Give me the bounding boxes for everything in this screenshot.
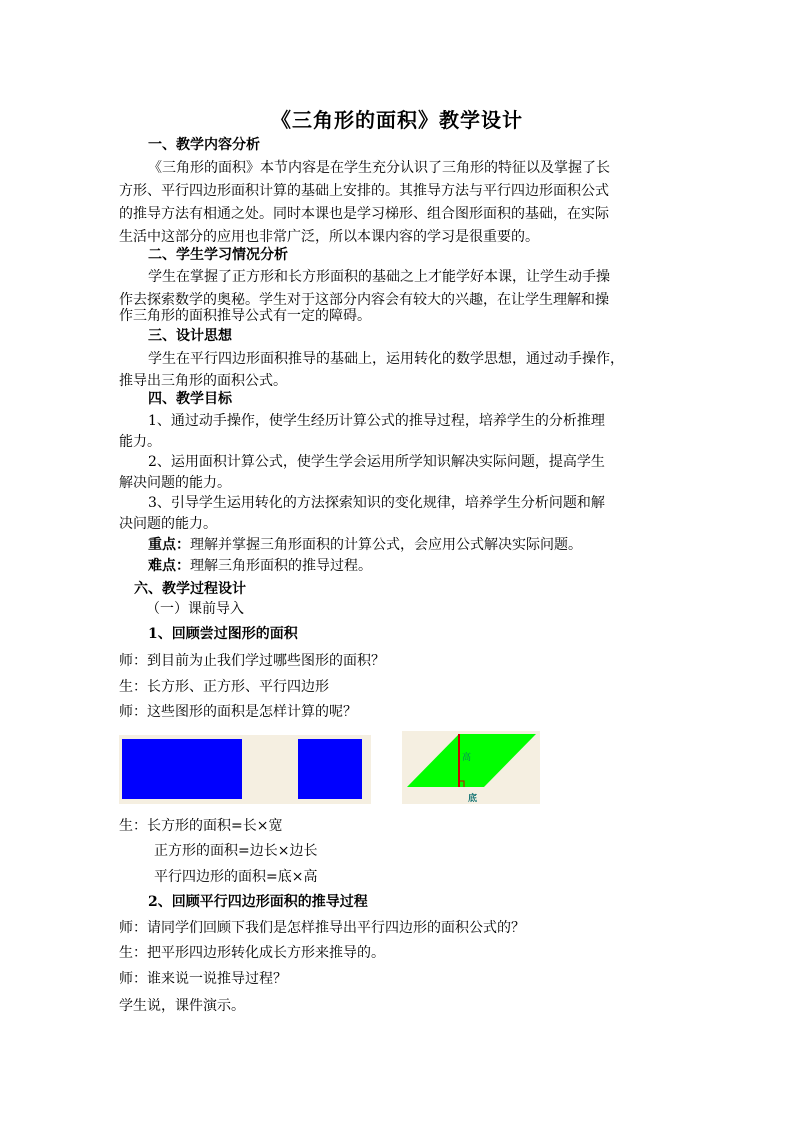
item-heading-1: 1、回顾尝过图形的面积 (148, 626, 298, 642)
paragraph-line: 作三角形的面积推导公式有一定的障碍。 (119, 308, 371, 324)
document-title: 《三角形的面积》教学设计 (271, 108, 523, 132)
dialog-line: 生：把平形四边形转化成长方形来推导的。 (119, 945, 385, 961)
key-point-text: 理解并掌握三角形面积的计算公式，会应用公式解决实际问题。 (190, 537, 582, 553)
paragraph-line: 方形、平行四边形面积计算的基础上安排的。其推导方法与平行四边形面积公式 (119, 183, 609, 199)
section-heading-2: 二、学生学习情况分析 (148, 247, 288, 263)
difficulty-text: 理解三角形面积的推导过程。 (190, 558, 372, 574)
paragraph-line: 3、引导学生运用转化的方法探索知识的变化规律，培养学生分析问题和解 (148, 495, 605, 511)
key-point-line (148, 534, 678, 557)
difficulty-line (148, 555, 678, 578)
section-heading-6: 六、教学过程设计 (134, 581, 246, 597)
paragraph-line: 的推导方法有相通之处。同时本课也是学习梯形、组合图形面积的基础，在实际 (119, 206, 609, 222)
dialog-line: 生：长方形、正方形、平行四边形 (119, 679, 329, 695)
paragraph-line: 决问题的能力。 (119, 516, 217, 532)
paragraph-line: 作去探索数学的奥秘。学生对于这部分内容会有较大的兴趣，在让学生理解和操 (119, 292, 609, 308)
key-point-label: 重点： (148, 537, 190, 553)
base-label: 底 (468, 794, 478, 804)
dialog-line: 师：请同学们回顾下我们是怎样推导出平行四边形的面积公式的？ (119, 920, 525, 936)
formula-line: 生：长方形的面积=长×宽 (119, 818, 283, 834)
paragraph-line: 2、运用面积计算公式，使学生学会运用所学知识解决实际问题，提高学生 (148, 454, 605, 470)
section-heading-3: 三、设计思想 (148, 328, 232, 344)
paragraph-line: 学生在平行四边形面积推导的基础上，运用转化的数学思想，通过动手操作， (148, 351, 624, 367)
dialog-line: 学生说，课件演示。 (119, 998, 245, 1014)
subsection-heading: （一）课前导入 (146, 601, 244, 617)
paragraph-line: 解决问题的能力。 (119, 475, 231, 491)
rectangle-shape (122, 739, 242, 799)
item-heading-2: 2、回顾平行四边形面积的推导过程 (148, 894, 368, 910)
paragraph-line: 能力。 (119, 434, 161, 450)
rectangle-square-figure (119, 735, 371, 804)
section-heading-4: 四、教学目标 (148, 391, 232, 407)
section-heading-1: 一、教学内容分析 (148, 137, 260, 153)
square-shape (298, 739, 362, 799)
dialog-line: 师：这些图形的面积是怎样计算的呢？ (119, 704, 357, 720)
parallelogram-figure (402, 731, 540, 804)
difficulty-label: 难点： (148, 558, 190, 574)
formula-line: 正方形的面积=边长×边长 (154, 843, 318, 859)
formula-line: 平行四边形的面积=底×高 (154, 869, 318, 885)
paragraph-line: 《三角形的面积》本节内容是在学生充分认识了三角形的特征以及掌握了长 (148, 160, 610, 176)
paragraph-line: 推导出三角形的面积公式。 (119, 373, 287, 389)
paragraph-line: 生活中这部分的应用也非常广泛，所以本课内容的学习是很重要的。 (119, 229, 539, 245)
paragraph-line: 1、通过动手操作，使学生经历计算公式的推导过程，培养学生的分析推理 (148, 413, 605, 429)
dialog-line: 师：谁来说一说推导过程？ (119, 971, 287, 987)
height-label: 高 (462, 753, 472, 763)
dialog-line: 师：到目前为止我们学过哪些图形的面积？ (119, 653, 385, 669)
paragraph-line: 学生在掌握了正方形和长方形面积的基础之上才能学好本课，让学生动手操 (148, 269, 610, 285)
